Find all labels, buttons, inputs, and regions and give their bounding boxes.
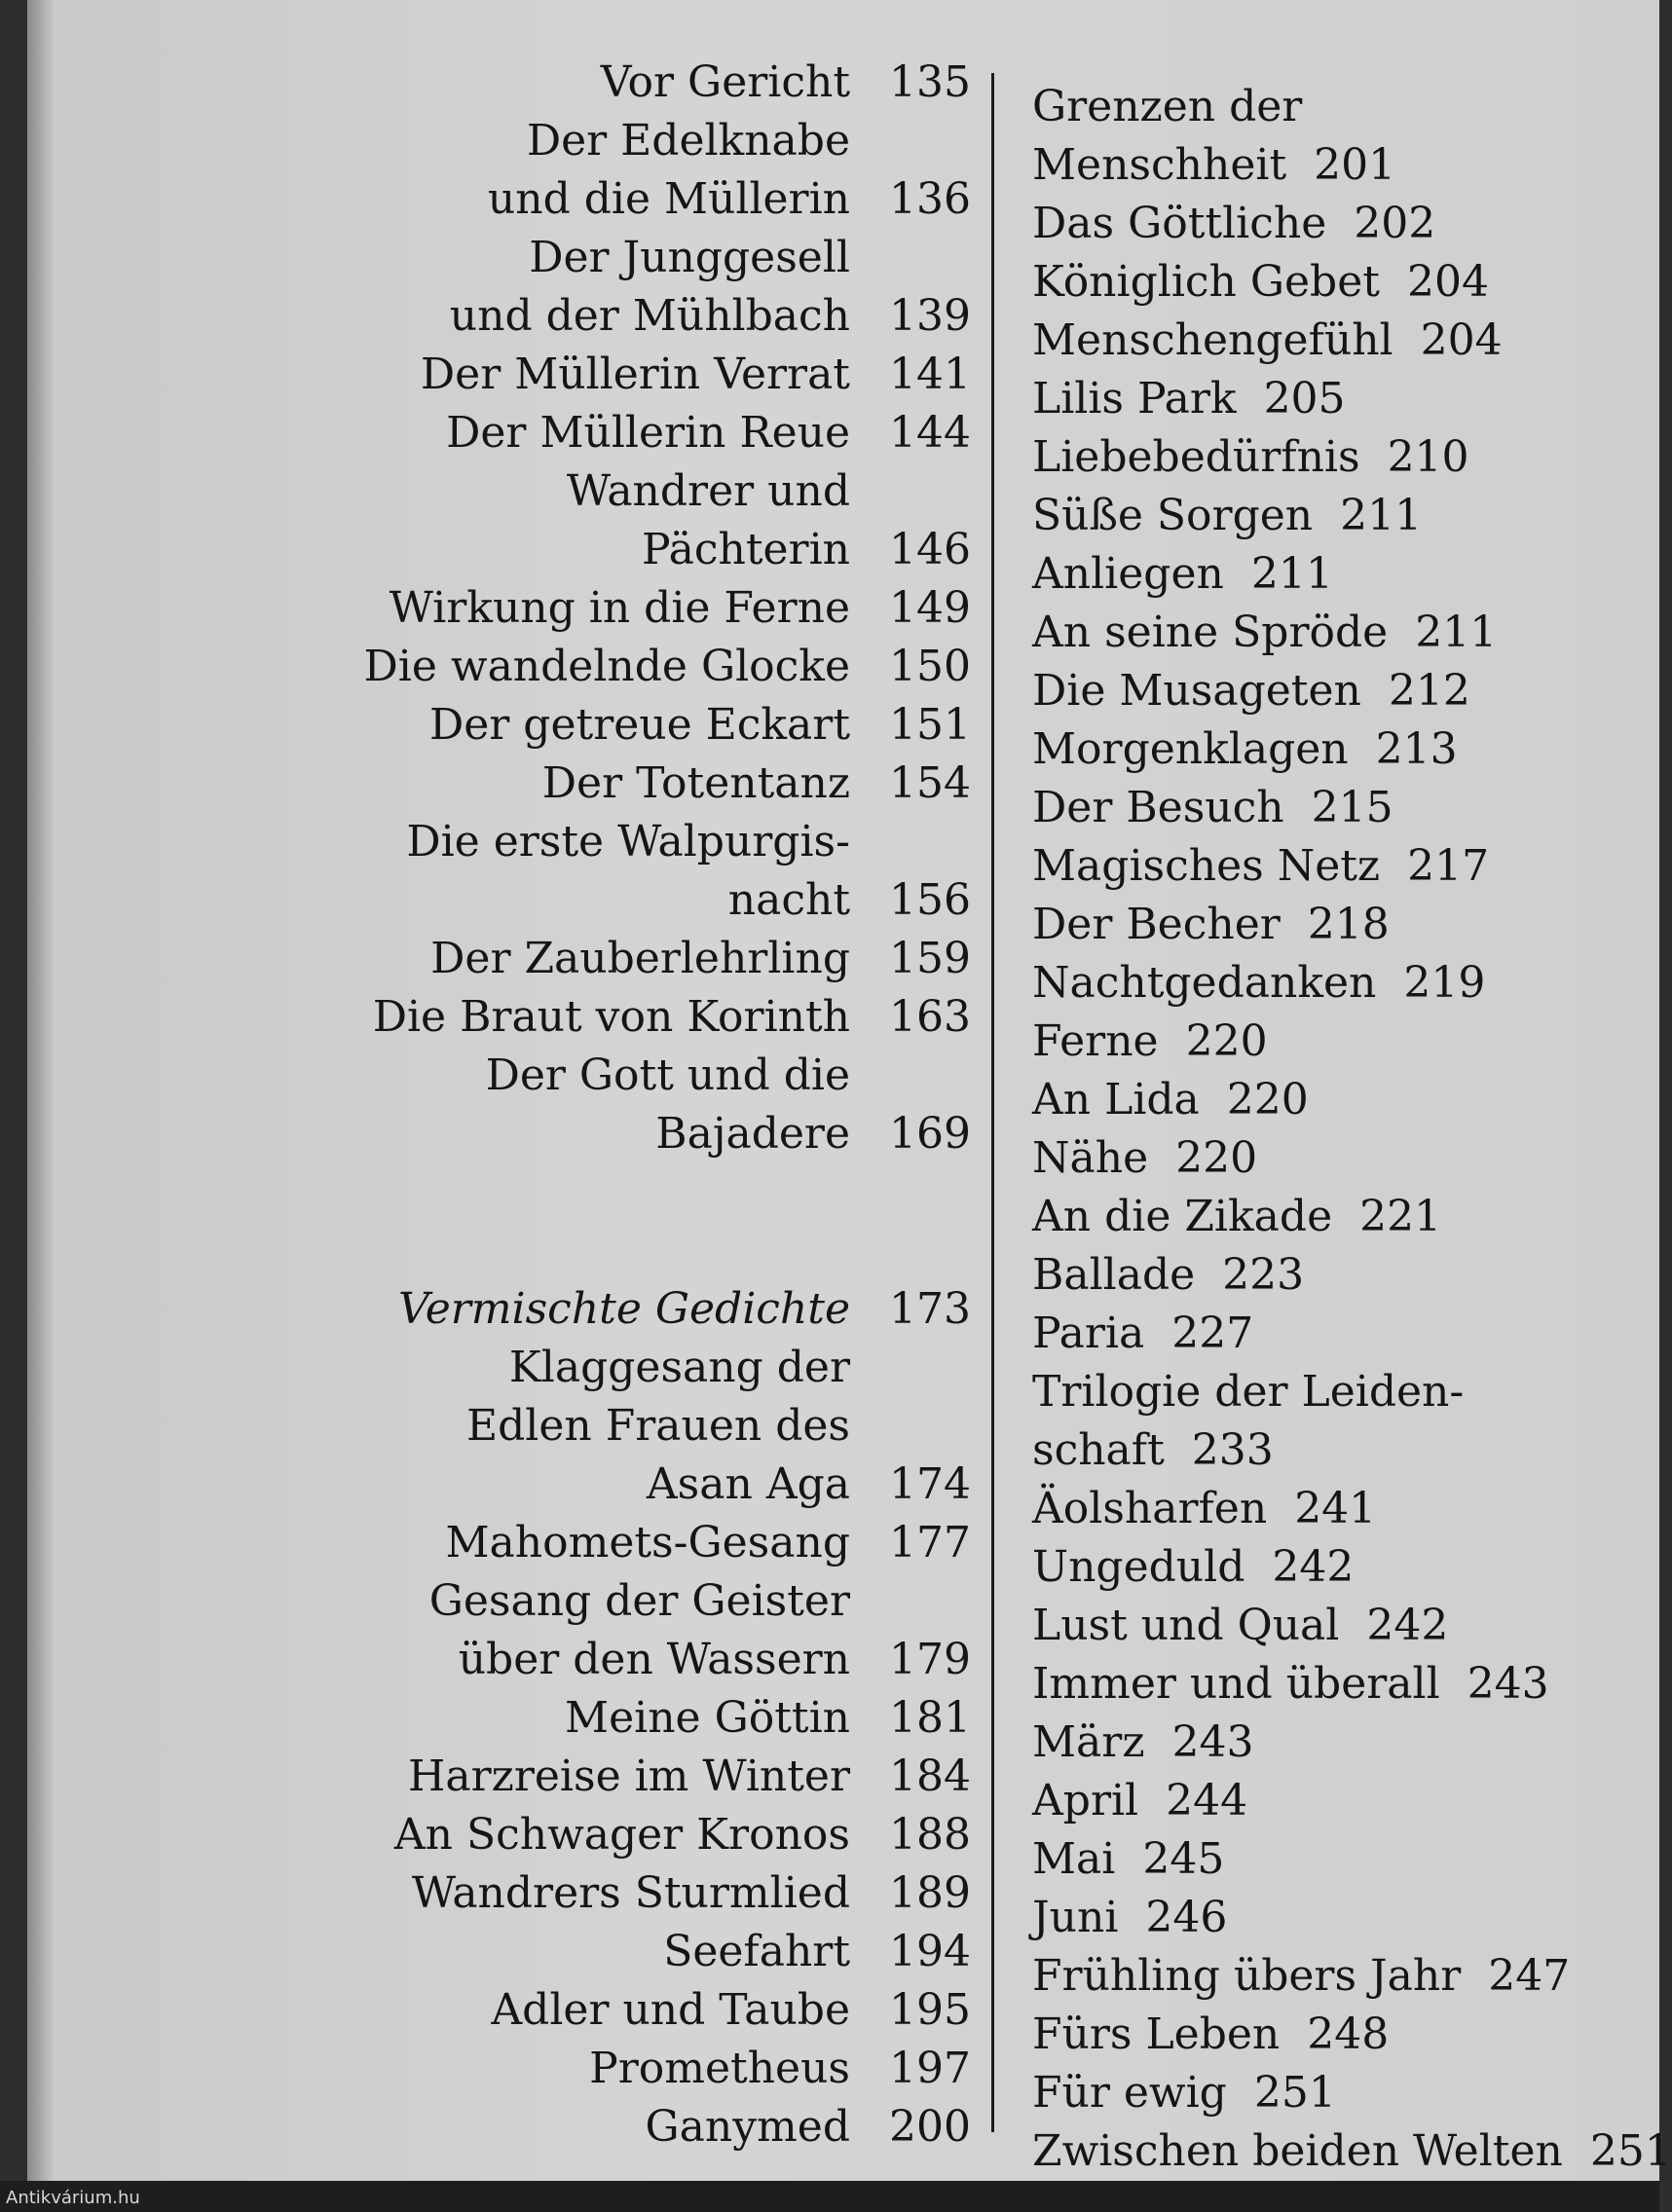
toc-entry-title: schaft [1032,1425,1165,1475]
toc-entry-title: Gesang der Geister [428,1576,850,1626]
toc-entry [1032,1655,1665,1714]
toc-entry [319,521,972,579]
toc-entry-title: Ganymed [645,2102,850,2152]
toc-entry [1032,779,1665,837]
toc-entry-page: 245 [1142,1834,1225,1884]
toc-entry-title: Ungeduld [1032,1542,1245,1592]
toc-entry [319,1339,972,1397]
toc-entry [319,1864,972,1923]
toc-entry-page: 151 [889,700,971,750]
toc-entry-title: Zwischen beiden Welten [1032,2126,1563,2176]
spine-shadow [27,0,53,2181]
toc-entry [319,229,972,287]
toc-entry-page: 200 [889,2102,971,2152]
toc-entry-page: 149 [889,583,971,633]
toc-entry-page: 217 [1407,841,1490,891]
toc-entry-title: Klaggesang der [508,1343,850,1392]
toc-entry-page: 242 [1272,1542,1355,1592]
toc-entry [1032,312,1665,370]
toc-entry-title: Das Göttliche [1032,199,1327,248]
toc-entry [1032,1246,1665,1305]
toc-entry-page: 163 [889,992,971,1042]
toc-entry [319,404,972,462]
toc-entry [1032,1830,1665,1889]
toc-entry [1032,1947,1665,2006]
toc-left-column [319,54,972,2157]
toc-entry [319,696,972,755]
toc-entry-title: Morgenklagen [1032,724,1349,774]
toc-entry [319,170,972,229]
toc-entry [319,930,972,988]
column-divider [991,73,994,2132]
toc-entry-page: 156 [889,875,971,925]
toc-entry [319,1748,972,1806]
toc-entry-title: Der Müllerin Reue [446,408,850,458]
toc-entry-title: nacht [727,875,850,925]
toc-entry-title: Nähe [1032,1133,1149,1183]
toc-entry-title: Der Becher [1032,900,1281,949]
toc-entry-title: An Schwager Kronos [393,1810,850,1860]
toc-entry-page: 221 [1359,1192,1442,1241]
toc-entry-title: Ballade [1032,1250,1196,1300]
toc-entry [1032,2006,1665,2064]
toc-entry [1032,1363,1665,1421]
toc-entry-page: 189 [889,1868,971,1918]
toc-entry [1032,1071,1665,1129]
toc-entry-title: Adler und Taube [491,1985,850,2035]
toc-entry-page: 177 [889,1518,971,1567]
toc-entry-page: 211 [1340,491,1423,540]
toc-entry-page: 135 [889,57,971,107]
toc-entry-title: An seine Spröde [1032,608,1389,657]
toc-entry-page: 184 [889,1751,971,1801]
toc-entry-page: 159 [889,934,971,983]
toc-entry-page: 247 [1488,1951,1571,2001]
toc-entry [319,1105,972,1163]
toc-entry-title: Der Totentanz [541,758,850,808]
toc-entry-title: Die Musageten [1032,666,1361,716]
toc-entry-page: 248 [1307,2009,1390,2059]
toc-entry-page: 223 [1222,1250,1305,1300]
toc-entry-page: 251 [1253,2068,1336,2118]
toc-entry [1032,1188,1665,1246]
toc-entry [1032,545,1665,604]
toc-entry-title: Meine Göttin [565,1693,850,1743]
toc-entry [1032,604,1665,662]
toc-entry [319,2040,972,2098]
toc-entry-title: Wandrers Sturmlied [411,1868,850,1918]
toc-entry-title: Magisches Netz [1032,841,1381,891]
toc-entry-page: 144 [889,408,971,458]
toc-entry [1032,720,1665,779]
toc-entry [1032,1889,1665,1947]
toc-entry-page: 179 [889,1635,971,1684]
toc-entry-page: 219 [1403,958,1486,1008]
toc-entry-title: Fürs Leben [1032,2009,1281,2059]
toc-entry [319,638,972,696]
toc-entry [319,813,972,871]
toc-entry-title: Der Edelknabe [526,116,850,166]
toc-entry-page: 218 [1307,900,1390,949]
toc-entry [1032,1129,1665,1188]
toc-entry [1032,78,1665,136]
toc-entry [319,1923,972,1981]
toc-entry-title: Grenzen der [1032,82,1303,131]
toc-entry-title: über den Wassern [458,1635,850,1684]
toc-entry-page: 244 [1166,1776,1248,1825]
toc-entry [1032,896,1665,954]
toc-entry-page: 241 [1294,1484,1377,1533]
toc-entry-title: Seefahrt [663,1927,850,1976]
book-page [27,0,1672,2181]
toc-entry [1032,2122,1672,2181]
toc-entry-title: Der Gott und die [485,1051,850,1100]
toc-entry [1032,1772,1665,1830]
toc-entry [1032,1538,1665,1597]
toc-entry-title: Königlich Gebet [1032,257,1380,307]
toc-entry-page: 195 [889,1985,971,2035]
toc-entry-title: Der Junggesell [529,233,850,282]
toc-entry-page: 220 [1185,1016,1268,1066]
toc-entry-page: 194 [889,1927,971,1976]
toc-entry-page: 174 [889,1459,971,1509]
toc-entry-title: Nachtgedanken [1032,958,1377,1008]
toc-entry [319,1689,972,1748]
toc-entry-page: 136 [889,174,971,224]
toc-entry-page: 243 [1467,1659,1549,1709]
toc-entry-title: Paria [1032,1309,1145,1358]
toc-entry-page: 146 [889,525,971,574]
toc-entry-title: An Lida [1032,1075,1200,1124]
toc-entry-page: 210 [1387,432,1469,482]
toc-entry-page: 243 [1171,1717,1254,1767]
toc-entry [319,2098,972,2157]
toc-entry-title: Der Müllerin Verrat [420,350,850,399]
toc-entry [319,755,972,813]
toc-entry [1032,1714,1665,1772]
toc-entry-page: 169 [889,1109,971,1159]
toc-entry [1032,487,1665,545]
toc-entry-page: 154 [889,758,971,808]
toc-entry-page: 201 [1314,140,1396,190]
toc-entry-title: Menschengefühl [1032,315,1393,365]
toc-entry [1032,428,1665,487]
toc-entry-title: Vor Gericht [600,57,850,107]
toc-entry-page: 213 [1375,724,1458,774]
footer-bar [0,2181,1659,2212]
toc-entry-title: Vermischte Gedichte [398,1284,850,1334]
toc-entry-page: 211 [1415,608,1498,657]
toc-entry-title: Mahomets-Gesang [445,1518,850,1567]
toc-entry [1032,253,1665,312]
toc-entry-title: Der Besuch [1032,783,1284,832]
toc-entry-page: 246 [1145,1893,1228,1942]
toc-entry-title: und die Müllerin [487,174,850,224]
toc-entry-title: Äolsharfen [1032,1484,1268,1533]
toc-entry [319,871,972,930]
toc-entry-title: Die Braut von Korinth [372,992,850,1042]
toc-entry [1032,662,1665,720]
toc-entry-title: Für ewig [1032,2068,1227,2118]
toc-entry-title: Juni [1032,1893,1119,1942]
toc-entry-page: 202 [1354,199,1436,248]
toc-entry-title: und der Mühlbach [449,291,850,341]
toc-entry [1032,1013,1665,1071]
toc-entry-page: 212 [1388,666,1470,716]
toc-entry-page: 205 [1263,374,1346,424]
toc-entry-title: April [1032,1776,1139,1825]
toc-entry-title: Mai [1032,1834,1116,1884]
toc-entry [319,1572,972,1631]
toc-entry-title: An die Zikade [1032,1192,1333,1241]
toc-entry [319,1631,972,1689]
toc-entry [1032,1597,1665,1655]
toc-entry [319,579,972,638]
toc-entry-page: 173 [889,1284,971,1334]
toc-entry [319,1981,972,2040]
toc-entry-page: 204 [1406,257,1489,307]
toc-entry [319,287,972,346]
toc-entry [1032,954,1665,1013]
toc-entry [1032,2064,1665,2122]
toc-entry [1032,1305,1665,1363]
toc-entry-title: Immer und überall [1032,1659,1440,1709]
toc-entry-page: 141 [889,350,971,399]
toc-entry [319,462,972,521]
toc-entry-title: Ferne [1032,1016,1159,1066]
toc-entry-title: Harzreise im Winter [408,1751,850,1801]
toc-entry [319,988,972,1047]
toc-entry [319,1806,972,1864]
toc-entry-title: Edlen Frauen des [465,1401,850,1451]
toc-entry [319,54,972,112]
toc-entry-title: Frühling übers Jahr [1032,1951,1462,2001]
toc-entry-page: 215 [1311,783,1393,832]
toc-entry-title: Süße Sorgen [1032,491,1314,540]
toc-entry-page: 220 [1175,1133,1258,1183]
section-gap [319,1163,972,1280]
toc-entry [1032,370,1665,428]
toc-entry-page: 139 [889,291,971,341]
toc-entry-title: Der Zauberlehrling [430,934,850,983]
toc-entry-page: 227 [1171,1309,1254,1358]
toc-entry [1032,837,1665,896]
toc-entry-title: Der getreue Eckart [428,700,850,750]
toc-entry [1032,1421,1665,1480]
toc-entry-title: Pächterin [641,525,850,574]
toc-entry-page: 233 [1191,1425,1274,1475]
toc-entry-title: März [1032,1717,1145,1767]
toc-entry-page: 251 [1589,2126,1672,2176]
toc-entry-page: 242 [1366,1601,1449,1650]
toc-entry [1032,136,1665,195]
toc-entry-title: Menschheit [1032,140,1287,190]
toc-entry-page: 188 [889,1810,971,1860]
toc-entry [319,1456,972,1514]
toc-entry-title: Bajadere [655,1109,850,1159]
toc-entry-page: 150 [889,642,971,691]
toc-entry [319,346,972,404]
toc-entry-title: Asan Aga [646,1459,850,1509]
toc-entry-page: 197 [889,2044,971,2093]
toc-entry-title: Wandrer und [566,466,850,516]
toc-entry [319,112,972,170]
toc-entry [1032,195,1665,253]
toc-section-heading [319,1280,972,1339]
toc-entry-title: Die wandelnde Glocke [363,642,850,691]
toc-entry [319,1397,972,1456]
toc-entry-page: 211 [1250,549,1333,599]
toc-entry-page: 204 [1420,315,1503,365]
toc-entry [1032,1480,1665,1538]
toc-entry-title: Prometheus [589,2044,850,2093]
toc-entry [319,1047,972,1105]
toc-entry-page: 220 [1226,1075,1309,1124]
watermark: Antikvárium.hu [6,2188,140,2208]
toc-entry-title: Die erste Walpurgis- [406,817,850,866]
toc-entry-title: Liebebedürfnis [1032,432,1360,482]
toc-entry-title: Trilogie der Leiden- [1032,1367,1465,1417]
toc-entry-page: 181 [889,1693,971,1743]
toc-right-column [1032,78,1672,2181]
toc-entry [319,1514,972,1572]
toc-entry-title: Lilis Park [1032,374,1237,424]
toc-entry-title: Wirkung in die Ferne [389,583,850,633]
toc-entry-title: Anliegen [1032,549,1224,599]
toc-entry-title: Lust und Qual [1032,1601,1340,1650]
